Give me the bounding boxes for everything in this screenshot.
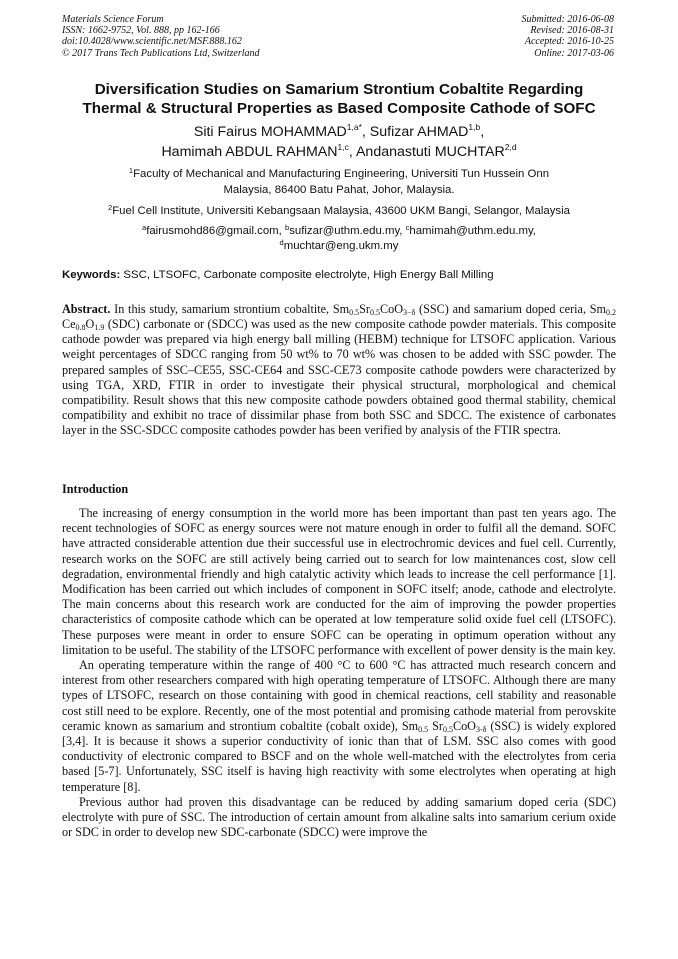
subscript: 1.9 <box>94 323 105 333</box>
affiliation-sup: 1 <box>128 166 134 175</box>
email-sup: b <box>285 223 290 232</box>
date-accepted: Accepted: 2016-10-25 <box>524 36 614 48</box>
abstract-label: Abstract. <box>62 302 111 316</box>
author-emails <box>60 224 618 253</box>
author-name: Hamimah ABDUL RAHMAN <box>161 143 338 160</box>
subscript: 0.5 <box>418 724 429 734</box>
publication-dates <box>522 14 615 59</box>
affiliation-text: Fuel Cell Institute, Universiti Kebangsaan Malaysia, 43600 UKM Bangi, Selangor, Malaysia <box>112 205 570 217</box>
journal-doi: doi:10.4028/www.scientific.net/MSF.888.162 <box>62 36 242 48</box>
email-link[interactable]: fairusmohd86@gmail.com, <box>146 225 282 237</box>
author-name: Siti Fairus MOHAMMAD <box>193 124 347 140</box>
journal-copyright: © 2017 Trans Tech Publications Ltd, Switzerland <box>62 47 260 59</box>
affiliation-text: Faculty of Mechanical and Manufacturing Engineering, Universiti Tun Hussein Onn <box>133 168 550 180</box>
affiliation-text: Malaysia, 86400 Batu Pahat, Johor, Malaysia. <box>223 183 455 196</box>
paragraph: Previous author had proven this disadvantage can be reduced by adding samarium doped ceria (SDC) electrolyte with pure of SSC. The introduction of certain amount from alkaline salts into samarium cerium oxide or SDC in order to develop new SDC-carbonate (SDCC) were improve the <box>62 794 616 840</box>
author-sup: 1,b <box>468 122 481 132</box>
email-sup: d <box>279 237 284 247</box>
paper-title <box>40 81 638 118</box>
subscript: 3-δ <box>475 724 487 734</box>
affiliation-sup: 2 <box>108 203 113 212</box>
paragraph-text: An operating temperature within the range of 400 °C to 600 °C has attracted much research concern and interest from other researchers compared with high operating temperature of LTSOFC. Although there are many types of LTSOFC, research on those containing with good in chemical reactions, cell stability and reasonable cost still need to be explore. Recently, one of the most potential and promising cathode material from perovskite ceramic known as samarium and strontium cobaltite (cobalt oxide), Sm <box>62 658 616 733</box>
email-link[interactable]: muchtar@eng.ukm.my <box>283 239 399 252</box>
email-sup: c <box>405 223 410 232</box>
keywords-text: SSC, LTSOFC, Carbonate composite electrolyte, High Energy Ball Milling <box>123 269 494 281</box>
subscript: 0.5 <box>442 724 453 734</box>
keywords-label: Keywords: <box>62 269 121 281</box>
subscript: 0.2 <box>606 308 616 317</box>
affiliation-2 <box>60 204 618 220</box>
author-sup: 2,d <box>504 141 517 152</box>
date-revised: Revised: 2016-08-31 <box>530 25 614 37</box>
author-list: Siti Fairus $MOHAMMAD^{1,a*}$, Sufizar AHMAD$^{1,b}$, Hamimah ABDUL RAHMAN$^{1,c}$, Andanastuti MUCHTAR$^{2,d}$ <box>161 122 517 160</box>
keywords <box>62 268 618 283</box>
author-name: Andanastuti MUCHTAR <box>355 143 505 160</box>
date-submitted: Submitted: 2016-06-08 <box>521 14 614 25</box>
date-online: Online: 2017-03-06 <box>534 47 614 59</box>
abstract-text: In this study, samarium strontium cobaltite, Sm <box>114 302 350 316</box>
author-sup: 1,a* <box>346 122 362 132</box>
paragraph-text: Sr <box>428 718 443 733</box>
email-link[interactable]: hamimah@uthm.edu.my, <box>409 225 536 237</box>
subscript: 0.8 <box>75 323 86 333</box>
journal-issn: ISSN: 1662-9752, Vol. 888, pp 162-166 <box>62 25 220 37</box>
abstract-text: (SDC) carbonate or (SDCC) was used as the new composite cathode powder materials. This composite cathode powder was prepared via high energy ball milling (HEBM) technique for LTSOFC application. Various weight percentages of SDCC ranging from 50 wt% to 70 wt% was chosen to be added with SSC powder. The prepared samples of SSC–CE55, SSC-CE64 and SSC-CE73 composite cathode powders were characterized by using TGA, XRD, FTIR in order to investigate their physical structural, morphological and chemical compatibility. Result shows that this new composite cathode powders obtained good thermal stability, chemical compatibility and exhibit no trace of dissimilar phase from both SSC and SDCC. The existence of carbonates layer in the SSC-SDCC composite cathodes powder has been verified by analysis of the FTIR spectra. <box>62 317 617 438</box>
abstract-text: Sr <box>359 302 370 316</box>
email-link[interactable]: sufizar@uthm.edu.my, <box>289 225 403 237</box>
abstract-text: (SSC) and samarium doped ceria, Sm <box>419 302 606 316</box>
subscript: 0.5 <box>349 308 360 317</box>
paragraph-text: (SSC) is widely explored [3,4]. It is because it shows a superior conductivity of ionic than that of LSM. SSC also comes with good conductivity of electronic compared to BSCF and on the whole well-matched with the electrolytes from ceria based [5-7]. Unfortunately, SSC itself is having high reactivity with some electrolytes when operating at high temperature [8]. <box>62 718 616 794</box>
author-name: Sufizar AHMAD <box>369 124 469 140</box>
journal-name: Materials Science Forum <box>62 14 164 25</box>
abstract <box>62 302 616 438</box>
paragraph-text: CoO <box>452 718 476 733</box>
abstract-text: CoO <box>379 302 403 316</box>
introduction-body <box>62 506 616 840</box>
title-line-1: Diversification Studies on Samarium Strontium Cobaltite Regarding <box>94 81 584 98</box>
affiliation-1 <box>60 167 618 198</box>
email-sup: a <box>142 223 147 232</box>
title-line-2: Thermal & Structural Properties as Based Composite Cathode of SOFC <box>82 99 596 117</box>
section-heading-introduction: Introduction <box>62 482 129 496</box>
subscript: 0.5 <box>369 308 380 317</box>
paragraph <box>62 658 616 795</box>
paragraph: The increasing of energy consumption in the world more has been important than past ten years ago. The recent technologies of SOFC as energy sources were not mature enough in order to fulfil all the demand. SOFC have attracted considerable attention due their successful use in electrochromic devices and fuel cell. Currently, research works on the SOFC are still actively being carried out to search for low maintenances cost, slow cell degradation, environmental friendly and high catalytic activity which leads to increase the cell performance [1]. Modification has been carried out which includes of component in SOFC itself; anode, cathode and electrolyte. The main concerns about this research work are conducted for the aim of improving the powder properties characteristics of composite cathode which can be operated at low temperature solid oxide fuel cell (LTSOFC). These purposes were meant in order to ensure SOFC can be operating in optimum operation without any limitation to be useful. The stability of the LTSOFC performance with excellent of power density is the main key. <box>62 506 616 657</box>
author-sup: 1,c <box>337 141 349 152</box>
journal-info <box>62 14 260 59</box>
subscript: 3−δ <box>403 308 416 317</box>
abstract-text: Ce <box>62 317 76 332</box>
abstract-text: O <box>85 317 95 332</box>
